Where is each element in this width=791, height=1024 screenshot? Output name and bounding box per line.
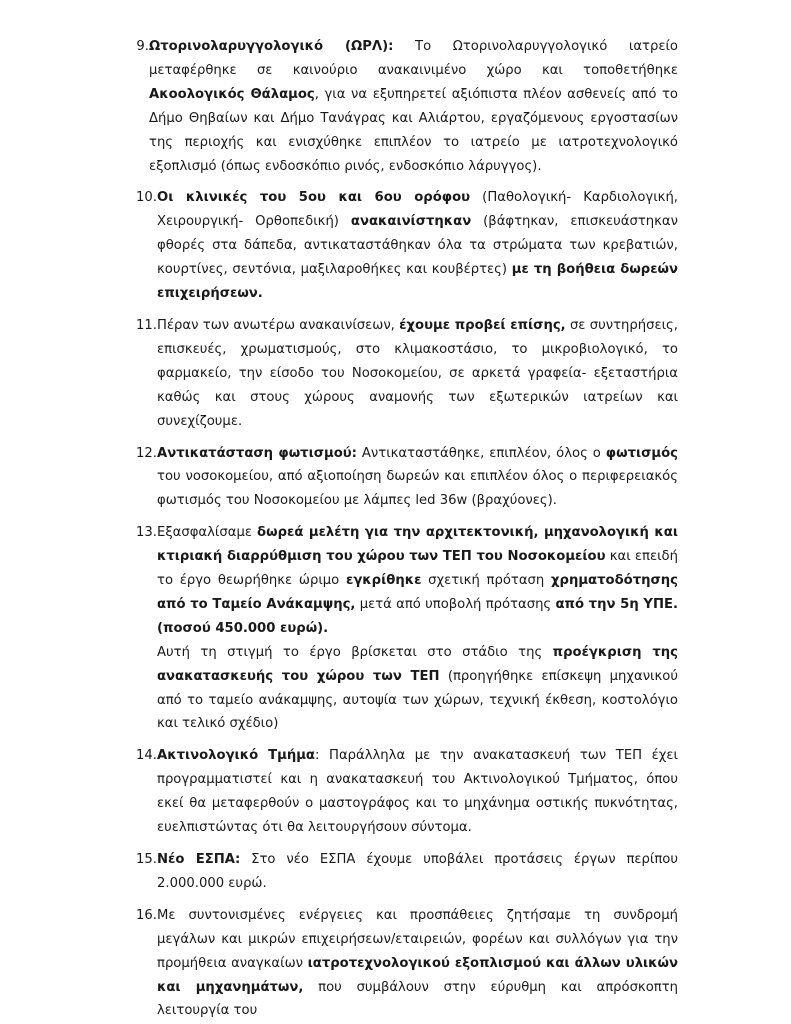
bold-text: Ωτορινολαρυγγολογικό (ΩΡΛ):	[149, 39, 394, 54]
list-item-text	[157, 904, 678, 1024]
bold-text: με τη βοήθεια δωρεών επιχειρήσεων.	[157, 262, 679, 302]
text-run: Εξασφαλίσαμε	[157, 525, 258, 541]
bold-text: ανακαινίστηκαν	[350, 214, 472, 230]
text-run: Αντικαταστάθηκε, επιπλέον, όλος ο	[356, 445, 606, 461]
bold-text: έχουμε προβεί επίσης,	[399, 317, 566, 333]
list-item-number: 10.	[136, 190, 157, 206]
list-item	[0, 904, 791, 1024]
list-item	[0, 442, 791, 514]
list-item-text	[157, 442, 678, 514]
bold-text: ιατροτεχνολογικού εξοπλισμού και άλλων υλικών και μηχανημάτων,	[157, 955, 678, 995]
text-run: σχετική πρόταση	[421, 573, 552, 589]
text-run: : Παράλληλα με την ανακατασκευή των ΤΕΠ έχει προγραμματιστεί και η ανακατασκευή του Ακτινολογικού Τμήματος, όπου εκεί θα μεταφερθούν ο μαστογράφος και το μηχάνημα οστικής πυκνότητας, ευελπιστώντας ότι θα λειτουργήσουν σύντομα.	[157, 748, 678, 836]
bold-text: Αντικατάσταση φωτισμού:	[157, 445, 357, 461]
bold-text: χρηματοδότησης από το Ταμείο Ανάκαμψης,	[157, 573, 678, 612]
list-item-text	[149, 35, 678, 178]
text-run: και επειδή το έργο θεωρήθηκε ώριμο	[157, 549, 678, 589]
list-item	[0, 744, 791, 840]
list-item-text	[157, 848, 678, 896]
text-run: (προηγήθηκε επίσκεψη μηχανικού από το ταμείο ανάκαμψης, αυτοψία των χώρων, τεχνική έκθεση, κοστολόγιο και τελικό σχέδιο)	[157, 668, 678, 732]
bold-text: Ακοολογικός Θάλαμος	[149, 86, 315, 102]
list-item-number: 9.	[136, 39, 149, 54]
text-run: Με συντονισμένες ενέργειες και προσπάθειες ζητήσαμε τη συνδρομή μεγάλων και μικρών επιχειρήσεων/εταιρειών, φορέων και συλλόγων για την προμήθεια αναγκαίων	[157, 907, 678, 971]
list-item-text	[157, 521, 678, 641]
list-item-number: 11.	[136, 317, 157, 333]
list-item-continuation	[157, 641, 678, 737]
text-run: που συμβάλουν στην εύρυθμη και απρόσκοπτη λειτουργία του	[157, 979, 679, 1019]
list-item-text	[157, 186, 678, 306]
list-item	[0, 521, 791, 736]
text-run: Στο νέο ΕΣΠΑ έχουμε υποβάλει προτάσεις έργων περίπου 2.000.000 ευρώ.	[157, 852, 678, 891]
text-run: (βάφτηκαν, επισκευάστηκαν φθορές στα δάπεδα, αντικαταστάθηκαν όλα τα στρώματα των κρεβατιών, κουρτίνες, σεντόνια, μαξιλαροθήκες και κουβέρτες)	[157, 214, 678, 278]
bold-text: από την 5η ΥΠΕ. (ποσού 450.000 ευρώ).	[157, 596, 678, 636]
text-run: Πέραν των ανωτέρω ανακαινίσεων,	[157, 317, 400, 333]
bold-text: εγκρίθηκε	[345, 573, 422, 589]
bold-text: φωτισμός	[605, 445, 678, 461]
list-item	[0, 848, 791, 896]
bold-text: προέγκριση της ανακατασκευής του χώρου των ΤΕΠ	[157, 644, 678, 684]
list-item	[0, 186, 791, 306]
text-run: του νοσοκομείου, από αξιοποίηση δωρεών και επιπλέον όλος ο περιφερειακός φωτισμός του Νοσοκομείου με λάμπες led 36w (βραχύονες).	[157, 469, 678, 509]
list-item-text	[157, 744, 678, 840]
text-run: (Παθολογική- Καρδιολογική, Χειρουργική- Ορθοπεδική)	[157, 190, 678, 230]
bold-text: Νέο ΕΣΠΑ:	[157, 852, 241, 867]
list-item	[0, 314, 791, 434]
document-body	[0, 35, 791, 1023]
bold-text: δωρεά μελέτη για την αρχιτεκτονική, μηχανολογική και κτιριακή διαρρύθμιση του χώρου των ΤΕΠ του Νοσοκομείου	[157, 525, 678, 565]
text-run: Το Ωτορινολαρυγγολογικό ιατρείο μεταφέρθηκε σε καινούριο ανακαινιμένο χώρο και τοποθετήθηκε	[149, 39, 678, 78]
bold-text: Ακτινολογικό Τμήμα	[157, 748, 315, 764]
list-item-number: 14.	[136, 748, 157, 764]
list-item-number: 12.	[136, 445, 157, 461]
text-run: σε συντηρήσεις, επισκευές, χρωματισμούς, στο κλιμακοστάσιο, το μικροβιολογικό, το φαρμακείο, την είσοδο του Νοσοκομείου, σε αρκετά γραφεία- εξεταστήρια καθώς και στους χώρους αναμονής των εξωτερικών ιατρείων και συνεχίζουμε.	[157, 317, 678, 429]
list-item-text	[157, 314, 678, 434]
text-run: Αυτή τη στιγμή το έργο βρίσκεται στο στάδιο της	[157, 644, 553, 660]
text-run: μετά από υποβολή πρότασης	[355, 596, 556, 612]
list-item-number: 16.	[136, 907, 157, 923]
text-run: , για να εξυπηρετεί αξιόπιστα πλέον ασθενείς από το Δήμο Θηβαίων και Δήμο Τανάγρας και Αλιάρτου, εργαζόμενους εργοστασίων της περιοχής και ενισχύθηκε επιπλέον το ιατρείο με ιατροτεχνολογικό εξοπλισμό (όπως ενδοσκόπιο ρινός, ενδοσκόπιο λάρυγγος).	[149, 86, 678, 174]
list-item	[0, 35, 791, 178]
bold-text: Οι κλινικές του 5ου και 6ου ορόφου	[157, 190, 471, 206]
list-item-number: 13.	[136, 525, 157, 541]
list-item-number: 15.	[136, 852, 157, 867]
